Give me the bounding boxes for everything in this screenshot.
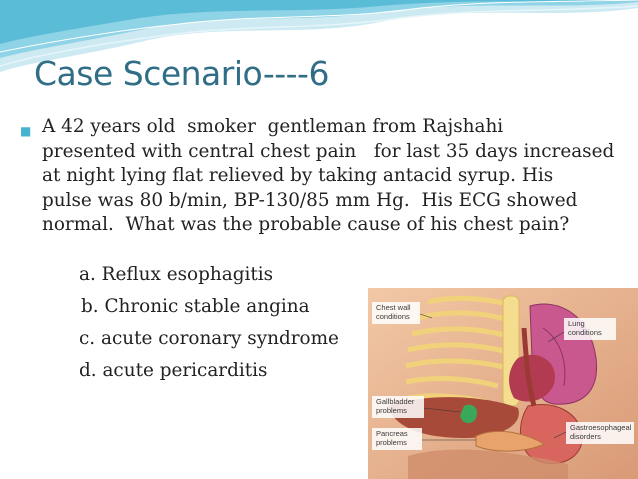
question-line: A 42 years old smoker gentleman from Rajshahi: [42, 116, 504, 137]
label-pancreas: Pancreas: [376, 429, 408, 438]
question-line: normal. What was the probable cause of his chest pain?: [42, 214, 570, 235]
label-gastro: Gastroesophageal: [570, 423, 632, 432]
label-chest-wall: Chest wall: [376, 303, 411, 312]
question-line: at night lying flat relieved by taking antacid syrup. His: [42, 165, 554, 186]
label-lung: Lung: [568, 319, 585, 328]
label-gallbladder: problems: [376, 406, 407, 415]
answer-options: [79, 259, 339, 387]
option-a: a. Reflux esophagitis: [79, 264, 274, 285]
label-pancreas: problems: [376, 438, 407, 447]
label-gallbladder: Gallbladder: [376, 397, 415, 406]
label-gastro: disorders: [570, 432, 601, 441]
case-question: [42, 115, 634, 238]
question-line: presented with central chest pain for last 35 days increased: [42, 140, 615, 162]
bullet-icon: ■: [20, 124, 32, 138]
label-lung: conditions: [568, 328, 602, 337]
option-c: c. acute coronary syndrome: [79, 328, 339, 349]
option-d: d. acute pericarditis: [79, 360, 268, 381]
chest-pain-causes-illustration: [368, 288, 638, 479]
option-b: b. Chronic stable angina: [81, 296, 310, 317]
slide-title: Case Scenario----6: [34, 54, 329, 93]
question-line: pulse was 80 b/min, BP-130/85 mm Hg. His ECG showed: [42, 189, 578, 211]
label-chest-wall: conditions: [376, 312, 410, 321]
